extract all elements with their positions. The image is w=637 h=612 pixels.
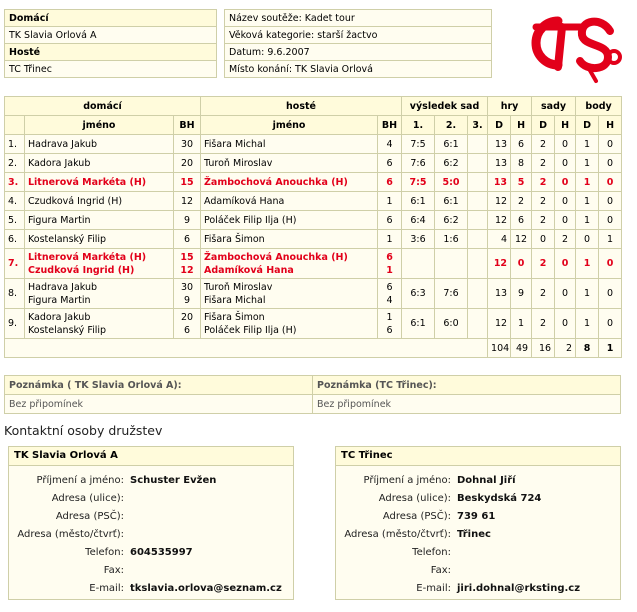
- set1-score: 6:1: [402, 192, 435, 211]
- col-games: hry: [488, 97, 532, 116]
- guest-bh: 1: [378, 192, 402, 211]
- set1-score: [402, 249, 435, 279]
- home-contact-zip: [127, 507, 285, 525]
- home-contact-box: [8, 446, 294, 600]
- label-email: E-mail:: [416, 582, 451, 594]
- match-results-table: [4, 96, 622, 358]
- home-bh: 20 6: [174, 309, 201, 339]
- points-h: 0: [599, 173, 622, 192]
- home-contact-city: [127, 525, 285, 543]
- guest-player: Fišara Michal: [201, 135, 378, 154]
- home-bh: 30: [174, 135, 201, 154]
- label-name: Příjmení a jméno:: [36, 474, 124, 486]
- home-contact-street: [127, 489, 285, 507]
- match-row: [5, 135, 622, 154]
- col-games-h: H: [511, 116, 532, 135]
- total-games-d: 104: [488, 339, 511, 358]
- match-number: 3.: [5, 173, 25, 192]
- col-guest-name: jméno: [201, 116, 378, 135]
- home-player: Hadrava Jakub Figura Martin: [25, 279, 174, 309]
- games-h: 6: [511, 135, 532, 154]
- sub-header-row: [5, 116, 622, 135]
- total-games-h: 49: [511, 339, 532, 358]
- label-name: Příjmení a jméno:: [363, 474, 451, 486]
- home-bh: 30 9: [174, 279, 201, 309]
- total-points-h: 1: [599, 339, 622, 358]
- col-set2: 2.: [435, 116, 468, 135]
- sets-h: 2: [555, 230, 576, 249]
- sets-d: 2: [532, 135, 555, 154]
- set2-score: 6:1: [435, 192, 468, 211]
- home-contact-name: Schuster Evžen: [130, 474, 217, 486]
- home-note-text: Bez připomínek: [5, 395, 313, 414]
- guest-bh: 6 4: [378, 279, 402, 309]
- games-h: 5: [511, 173, 532, 192]
- set2-score: 6:2: [435, 211, 468, 230]
- group-header-row: [5, 97, 622, 116]
- set1-score: 7:5: [402, 135, 435, 154]
- guest-player: Žambochová Anouchka (H) Adamíková Hana: [201, 249, 378, 279]
- label-fax: Fax:: [103, 564, 124, 576]
- match-row: [5, 249, 622, 279]
- games-h: 12: [511, 230, 532, 249]
- points-h: 0: [599, 211, 622, 230]
- match-number: 2.: [5, 154, 25, 173]
- points-h: 0: [599, 279, 622, 309]
- set3-score: [468, 173, 488, 192]
- match-date: Datum: 9.6.2007: [225, 44, 492, 61]
- col-set1: 1.: [402, 116, 435, 135]
- match-number: 7.: [5, 249, 25, 279]
- points-d: 1: [576, 192, 599, 211]
- set1-score: 3:6: [402, 230, 435, 249]
- guest-bh: 6: [378, 173, 402, 192]
- sets-h: 0: [555, 173, 576, 192]
- sets-d: 0: [532, 230, 555, 249]
- home-contact-fax: [127, 561, 285, 579]
- set2-score: 6:1: [435, 135, 468, 154]
- set2-score: 1:6: [435, 230, 468, 249]
- sets-h: 0: [555, 135, 576, 154]
- sets-d: 2: [532, 211, 555, 230]
- sets-h: 0: [555, 211, 576, 230]
- set3-score: [468, 309, 488, 339]
- home-team: TK Slavia Orlová A: [5, 27, 217, 44]
- label-fax: Fax:: [430, 564, 451, 576]
- set2-score: 6:0: [435, 309, 468, 339]
- col-home: domácí: [5, 97, 201, 116]
- home-label: Domácí: [5, 10, 217, 27]
- match-number: 8.: [5, 279, 25, 309]
- col-games-d: D: [488, 116, 511, 135]
- guest-bh: 4: [378, 135, 402, 154]
- guest-note-text: Bez připomínek: [313, 395, 621, 414]
- match-row: [5, 154, 622, 173]
- match-row: [5, 309, 622, 339]
- set3-score: [468, 249, 488, 279]
- guest-player: Žambochová Anouchka (H): [201, 173, 378, 192]
- set3-score: [468, 192, 488, 211]
- games-h: 1: [511, 309, 532, 339]
- club-logo: [528, 9, 624, 85]
- col-sets-h: H: [555, 116, 576, 135]
- guest-player: Turoň Miroslav: [201, 154, 378, 173]
- label-city: Adresa (město/čtvrť):: [17, 528, 124, 540]
- home-player: Kadora Jakub Kostelanský Filip: [25, 309, 174, 339]
- match-number: 4.: [5, 192, 25, 211]
- set1-score: 6:3: [402, 279, 435, 309]
- set2-score: [435, 249, 468, 279]
- col-set3: 3.: [468, 116, 488, 135]
- guest-contact-name: Dohnal Jiří: [457, 474, 516, 486]
- total-sets-h: 2: [555, 339, 576, 358]
- guest-bh: 1: [378, 230, 402, 249]
- set1-score: 6:4: [402, 211, 435, 230]
- guest-contact-zip: 739 61: [457, 510, 496, 522]
- home-player: Litnerová Markéta (H) Czudková Ingrid (H): [25, 249, 174, 279]
- guest-bh: 1 6: [378, 309, 402, 339]
- points-h: 0: [599, 135, 622, 154]
- label-email: E-mail:: [89, 582, 124, 594]
- set1-score: 7:6: [402, 154, 435, 173]
- home-bh: 15: [174, 173, 201, 192]
- competition: Název soutěže: Kadet tour: [225, 10, 492, 27]
- points-h: 0: [599, 192, 622, 211]
- guest-contact-email: jiri.dohnal@rksting.cz: [457, 582, 581, 594]
- home-bh: 9: [174, 211, 201, 230]
- col-home-bh: BH: [174, 116, 201, 135]
- games-d: 12: [488, 192, 511, 211]
- col-sets: sady: [532, 97, 576, 116]
- games-h: 2: [511, 192, 532, 211]
- guest-contact-phone: [454, 543, 583, 561]
- set3-score: [468, 230, 488, 249]
- match-row: [5, 192, 622, 211]
- home-player: Czudková Ingrid (H): [25, 192, 174, 211]
- games-d: 4: [488, 230, 511, 249]
- col-number: [5, 116, 25, 135]
- points-d: 1: [576, 249, 599, 279]
- set2-score: 7:6: [435, 279, 468, 309]
- home-bh: 12: [174, 192, 201, 211]
- set3-score: [468, 154, 488, 173]
- set1-score: 6:1: [402, 309, 435, 339]
- match-row: [5, 173, 622, 192]
- points-d: 1: [576, 279, 599, 309]
- games-h: 6: [511, 211, 532, 230]
- home-player: Kadora Jakub: [25, 154, 174, 173]
- points-h: 0: [599, 249, 622, 279]
- guest-contact-team: TC Třinec: [336, 447, 620, 466]
- guest-contact-box: [335, 446, 621, 600]
- home-bh: 20: [174, 154, 201, 173]
- points-d: 1: [576, 309, 599, 339]
- points-h: 0: [599, 309, 622, 339]
- games-d: 13: [488, 135, 511, 154]
- teams-box: [4, 9, 217, 78]
- label-phone: Telefon:: [85, 546, 124, 558]
- sets-h: 0: [555, 249, 576, 279]
- points-d: 0: [576, 230, 599, 249]
- set3-score: [468, 211, 488, 230]
- age-category: Věková kategorie: starší žactvo: [225, 27, 492, 44]
- venue: Místo konání: TK Slavia Orlová: [225, 61, 492, 78]
- guest-player: Fišara Šimon Poláček Filip Ilja (H): [201, 309, 378, 339]
- set3-score: [468, 135, 488, 154]
- label-zip: Adresa (PSČ):: [55, 510, 124, 522]
- guest-player: Poláček Filip Ilja (H): [201, 211, 378, 230]
- home-bh: 6: [174, 230, 201, 249]
- home-player: Litnerová Markéta (H): [25, 173, 174, 192]
- games-h: 8: [511, 154, 532, 173]
- sets-h: 0: [555, 279, 576, 309]
- set3-score: [468, 279, 488, 309]
- guest-contact-city: Třinec: [457, 528, 491, 540]
- guest-bh: 6: [378, 154, 402, 173]
- home-contact-team: TK Slavia Orlová A: [9, 447, 293, 466]
- guest-contact-street: Beskydská 724: [457, 492, 542, 504]
- games-d: 13: [488, 173, 511, 192]
- guest-bh: 6: [378, 211, 402, 230]
- games-h: 9: [511, 279, 532, 309]
- games-d: 13: [488, 154, 511, 173]
- games-h: 0: [511, 249, 532, 279]
- sets-d: 2: [532, 279, 555, 309]
- match-info-box: [224, 9, 492, 78]
- games-d: 12: [488, 309, 511, 339]
- col-sets-d: D: [532, 116, 555, 135]
- match-row: [5, 279, 622, 309]
- games-d: 13: [488, 279, 511, 309]
- col-home-name: jméno: [25, 116, 174, 135]
- match-number: 1.: [5, 135, 25, 154]
- label-street: Adresa (ulice):: [378, 492, 451, 504]
- label-zip: Adresa (PSČ):: [382, 510, 451, 522]
- home-contact-phone: 604535997: [130, 546, 193, 558]
- sets-h: 0: [555, 309, 576, 339]
- points-d: 1: [576, 135, 599, 154]
- label-street: Adresa (ulice):: [51, 492, 124, 504]
- guest-contact-fax: [454, 561, 583, 579]
- set2-score: 5:0: [435, 173, 468, 192]
- total-sets-d: 16: [532, 339, 555, 358]
- label-phone: Telefon:: [412, 546, 451, 558]
- home-note-label: Poznámka ( TK Slavia Orlová A):: [5, 376, 313, 395]
- guest-bh: 6 1: [378, 249, 402, 279]
- sets-h: 0: [555, 192, 576, 211]
- col-points-h: H: [599, 116, 622, 135]
- guest-player: Turoň Miroslav Fišara Michal: [201, 279, 378, 309]
- sets-h: 0: [555, 154, 576, 173]
- sets-d: 2: [532, 249, 555, 279]
- home-player: Figura Martin: [25, 211, 174, 230]
- col-guest: hosté: [201, 97, 402, 116]
- col-points: body: [576, 97, 622, 116]
- match-number: 6.: [5, 230, 25, 249]
- home-contact-email: tkslavia.orlova@seznam.cz: [130, 582, 282, 594]
- totals-row: [5, 339, 622, 358]
- games-d: 12: [488, 211, 511, 230]
- match-row: [5, 211, 622, 230]
- home-player: Kostelanský Filip: [25, 230, 174, 249]
- games-d: 12: [488, 249, 511, 279]
- col-set-result: výsledek sad: [402, 97, 488, 116]
- points-d: 1: [576, 211, 599, 230]
- home-player: Hadrava Jakub: [25, 135, 174, 154]
- sets-d: 2: [532, 173, 555, 192]
- match-number: 5.: [5, 211, 25, 230]
- set1-score: 7:5: [402, 173, 435, 192]
- points-h: 0: [599, 154, 622, 173]
- guest-note-label: Poznámka (TC Třinec):: [313, 376, 621, 395]
- match-number: 9.: [5, 309, 25, 339]
- col-points-d: D: [576, 116, 599, 135]
- total-points-d: 8: [576, 339, 599, 358]
- sets-d: 2: [532, 309, 555, 339]
- guest-player: Fišara Šimon: [201, 230, 378, 249]
- sets-d: 2: [532, 154, 555, 173]
- home-bh: 15 12: [174, 249, 201, 279]
- points-h: 1: [599, 230, 622, 249]
- set2-score: 6:2: [435, 154, 468, 173]
- points-d: 1: [576, 154, 599, 173]
- guest-team: TC Třinec: [5, 61, 217, 78]
- contacts-title: Kontaktní osoby družstev: [4, 423, 163, 438]
- col-guest-bh: BH: [378, 116, 402, 135]
- label-city: Adresa (město/čtvrť):: [344, 528, 451, 540]
- guest-player: Adamíková Hana: [201, 192, 378, 211]
- notes-table: [4, 375, 621, 414]
- match-row: [5, 230, 622, 249]
- guest-label: Hosté: [5, 44, 217, 61]
- points-d: 1: [576, 173, 599, 192]
- sets-d: 2: [532, 192, 555, 211]
